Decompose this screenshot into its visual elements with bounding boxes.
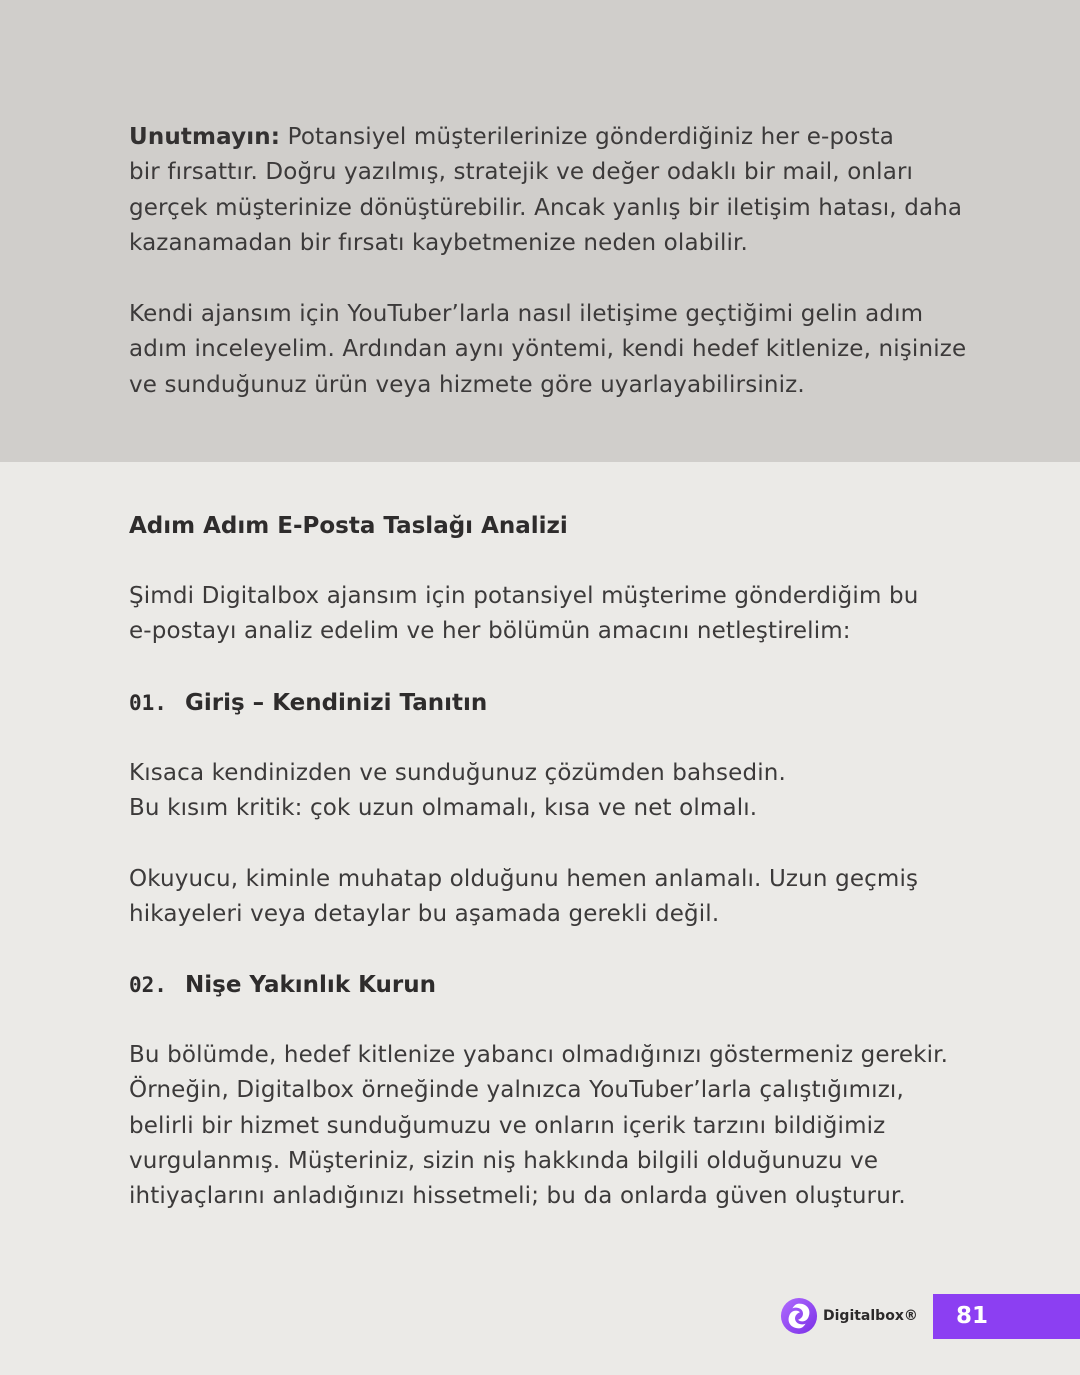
section-title: Adım Adım E-Posta Taslağı Analizi	[129, 513, 568, 539]
callout-paragraph-2: Kendi ajansım için YouTuber’larla nasıl iletişime geçtiğimi gelin adım adım inceleyelim. Ardından aynı yöntemi, kendi hedef kitlenize, nişinize ve sunduğunuz ürün veya hizmete göre uyarlayabilirsiniz.	[129, 301, 967, 398]
callout-paragraph	[129, 120, 1029, 261]
step-title: Nişe Yakınlık Kurun	[185, 972, 437, 998]
page-number-box	[933, 1294, 1080, 1339]
footer-brand	[780, 1297, 918, 1335]
step-1-paragraph-1: Kısaca kendinizden ve sunduğunuz çözümden bahsedin. Bu kısım kritik: çok uzun olmamalı, kısa ve net olmalı.	[129, 760, 786, 822]
step-number: 01.	[129, 691, 167, 715]
step-1-paragraph-2: Okuyucu, kiminle muhatap olduğunu hemen anlamalı. Uzun geçmiş hikayeleri veya detaylar bu aşamada gerekli değil.	[129, 866, 919, 928]
page-number: 81	[955, 1303, 988, 1329]
section-intro: Şimdi Digitalbox ajansım için potansiyel müşterime gönderdiğim bu e-postayı analiz edelim ve her bölümün amacını netleştirelim:	[129, 583, 919, 645]
brand-name: Digitalbox®	[823, 1308, 918, 1324]
callout-label: Unutmayın:	[129, 124, 281, 150]
step-2-paragraph-1: Bu bölümde, hedef kitlenize yabancı olmadığınızı göstermeniz gerekir. Örneğin, Digitalbox örneğinde yalnızca YouTuber’larla çalıştığımızı, belirli bir hizmet sunduğumuzu ve onların içerik tarzını bildiğimiz vurgulanmış. Müşteriniz, sizin niş hakkında bilgili olduğunuzu ve ihtiyaçlarını anladığınızı hissetmeli; bu da onlarda güven oluşturur.	[129, 1042, 949, 1210]
digitalbox-logo-icon	[780, 1297, 818, 1335]
step-title: Giriş – Kendinizi Tanıtın	[185, 690, 488, 716]
step-number: 02.	[129, 973, 167, 997]
callout-text: Potansiyel müşterilerinize gönderdiğiniz her e-posta bir fırsattır. Doğru yazılmış, stratejik ve değer odaklı bir mail, onları gerçek müşterinize dönüştürebilir. Ancak yanlış bir iletişim hatası, daha kazanamadan bir fırsatı kaybetmenize neden olabilir.	[129, 124, 963, 256]
